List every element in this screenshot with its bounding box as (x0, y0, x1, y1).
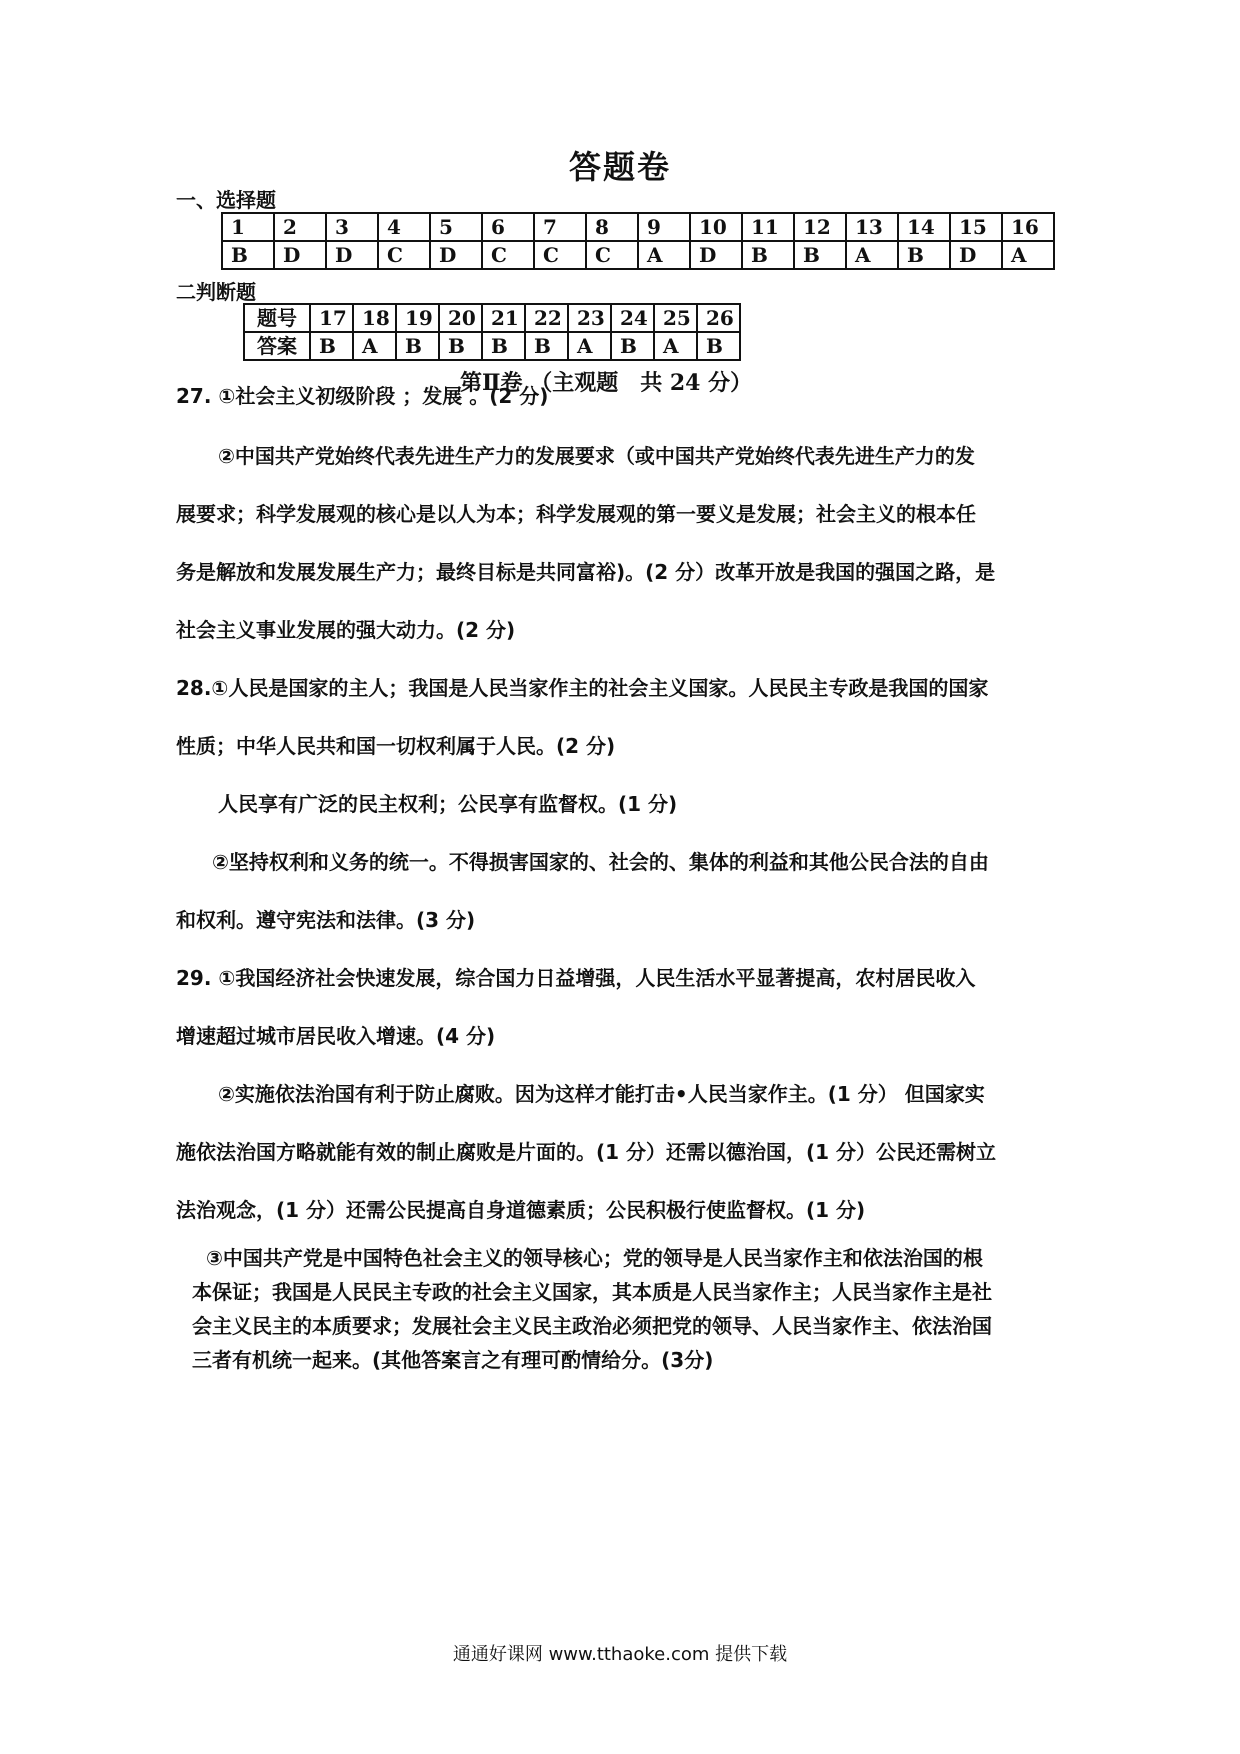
tf-number-cell: 20 (439, 304, 482, 332)
mc-answer-cell: C (534, 241, 586, 269)
tf-answer-cell: A (654, 332, 697, 360)
mc-number-cell: 4 (378, 213, 430, 241)
mc-answer-cell: D (950, 241, 1002, 269)
answer-line: 29. ①我国经济社会快速发展，综合国力日益增强，人民生活水平显著提高，农村居民收入 (176, 966, 976, 990)
mc-number-cell: 7 (534, 213, 586, 241)
answer-line: 施依法治国方略就能有效的制止腐败是片面的。(1 分）还需以德治国，(1 分）公民还需树立 (176, 1140, 997, 1164)
mc-answer-cell: D (690, 241, 742, 269)
answer-line: 社会主义事业发展的强大动力。(2 分) (176, 618, 516, 642)
mc-answer-cell: D (326, 241, 378, 269)
answer-line: 法治观念，(1 分）还需公民提高自身道德素质；公民积极行使监督权。(1 分) (176, 1198, 866, 1222)
mc-answer-cell: D (274, 241, 326, 269)
mc-number-cell: 6 (482, 213, 534, 241)
answer-line: 人民享有广泛的民主权利；公民享有监督权。(1 分) (218, 792, 678, 816)
mc-number-cell: 2 (274, 213, 326, 241)
answer-line: 28.①人民是国家的主人；我国是人民当家作主的社会主义国家。人民民主专政是我国的国家 (176, 676, 989, 700)
mc-number-cell: 5 (430, 213, 482, 241)
answer-line: 27. ①社会主义初级阶段 ；发展 。(2 分) (176, 384, 549, 408)
answer-line: 本保证；我国是人民民主专政的社会主义国家，其本质是人民当家作主；人民当家作主是社 (192, 1280, 992, 1304)
mc-number-cell: 9 (638, 213, 690, 241)
tf-number-cell: 18 (353, 304, 396, 332)
tf-answer-cell: A (568, 332, 611, 360)
tf-answer-cell: A (353, 332, 396, 360)
mc-answer-cell: C (586, 241, 638, 269)
mc-answer-cell: C (482, 241, 534, 269)
tf-answer-cell: B (611, 332, 654, 360)
mc-number-cell: 1 (222, 213, 274, 241)
answer-line: ③中国共产党是中国特色社会主义的领导核心；党的领导是人民当家作主和依法治国的根 (206, 1246, 983, 1270)
tf-header-answer: 答案 (244, 332, 310, 360)
answer-line: 三者有机统一起来。(其他答案言之有理可酌情给分。(3分) (192, 1348, 714, 1372)
mc-answer-cell: B (742, 241, 794, 269)
answer-line: 务是解放和发展发展生产力；最终目标是共同富裕)。(2 分）改革开放是我国的强国之路，是 (176, 560, 996, 584)
answer-line: 增速超过城市居民收入增速。(4 分) (176, 1024, 496, 1048)
mc-answer-cell: D (430, 241, 482, 269)
tf-answer-cell: B (439, 332, 482, 360)
tf-number-row (244, 304, 740, 332)
mc-number-cell: 11 (742, 213, 794, 241)
mc-number-cell: 14 (898, 213, 950, 241)
mc-answer-cell: A (638, 241, 690, 269)
tf-number-cell: 22 (525, 304, 568, 332)
tf-number-cell: 19 (396, 304, 439, 332)
tf-answer-cell: B (482, 332, 525, 360)
answer-line: 会主义民主的本质要求；发展社会主义民主政治必须把党的领导、人民当家作主、依法治国 (192, 1314, 992, 1338)
tf-number-cell: 25 (654, 304, 697, 332)
mc-answer-cell: B (222, 241, 274, 269)
mc-answer-cell: C (378, 241, 430, 269)
page-title: 答题卷 (568, 148, 671, 186)
answer-line: ②中国共产党始终代表先进生产力的发展要求（或中国共产党始终代表先进生产力的发 (218, 444, 975, 468)
footer: 通通好课网 www.tthaoke.com 提供下载 (452, 1644, 788, 1665)
tf-answer-row (244, 332, 740, 360)
mc-answer-cell: B (898, 241, 950, 269)
mc-answer-row (222, 241, 1054, 269)
mc-number-cell: 12 (794, 213, 846, 241)
answer-line: 展要求；科学发展观的核心是以人为本；科学发展观的第一要义是发展；社会主义的根本任 (176, 502, 976, 526)
true-false-table (243, 303, 741, 361)
answer-line: ②实施依法治国有利于防止腐败。因为这样才能打击•人民当家作主。(1 分） 但国家实 (218, 1082, 985, 1106)
tf-number-cell: 24 (611, 304, 654, 332)
tf-number-cell: 26 (697, 304, 740, 332)
tf-header-number: 题号 (244, 304, 310, 332)
mc-number-cell: 16 (1002, 213, 1054, 241)
mc-number-cell: 3 (326, 213, 378, 241)
mc-number-cell: 15 (950, 213, 1002, 241)
tf-number-cell: 23 (568, 304, 611, 332)
tf-number-cell: 17 (310, 304, 353, 332)
mc-number-cell: 10 (690, 213, 742, 241)
tf-number-cell: 21 (482, 304, 525, 332)
section1-label: 一、选择题 (176, 188, 276, 212)
mc-number-cell: 8 (586, 213, 638, 241)
mc-answer-cell: A (1002, 241, 1054, 269)
section2-label: 二判断题 (176, 280, 256, 304)
multiple-choice-table (221, 212, 1055, 270)
answer-line: 性质；中华人民共和国一切权利属于人民。(2 分) (176, 734, 616, 758)
mc-answer-cell: B (794, 241, 846, 269)
tf-answer-cell: B (310, 332, 353, 360)
tf-answer-cell: B (525, 332, 568, 360)
tf-answer-cell: B (697, 332, 740, 360)
mc-number-row (222, 213, 1054, 241)
answer-line: 和权利。遵守宪法和法律。(3 分) (176, 908, 476, 932)
mc-number-cell: 13 (846, 213, 898, 241)
mc-answer-cell: A (846, 241, 898, 269)
answer-line: ②坚持权利和义务的统一。不得损害国家的、社会的、集体的利益和其他公民合法的自由 (212, 850, 989, 874)
tf-answer-cell: B (396, 332, 439, 360)
part2-title: 第Ⅱ卷 （主观题 共 24 分） (460, 370, 753, 396)
